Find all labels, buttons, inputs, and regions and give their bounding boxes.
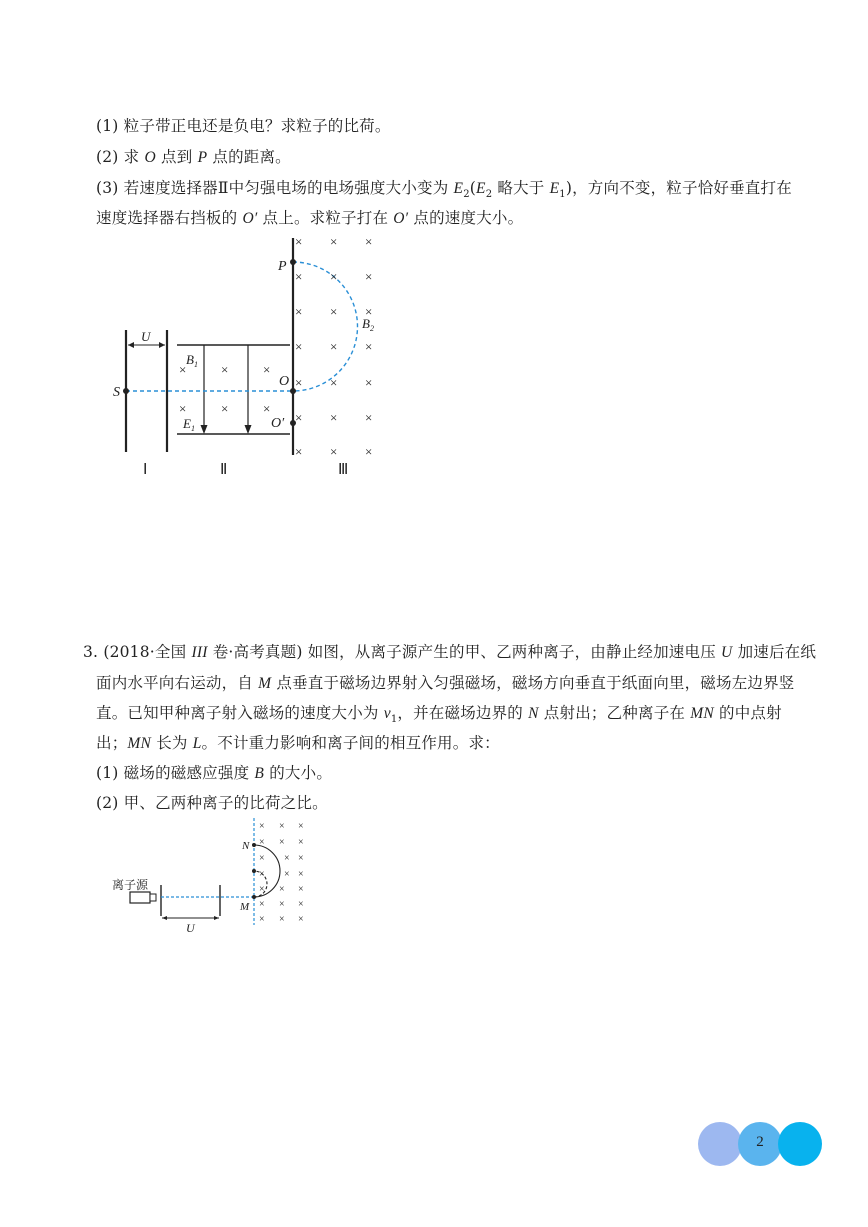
badge-circle <box>778 1122 822 1166</box>
field-mark: × <box>365 304 373 319</box>
label-U-2: U <box>186 921 195 935</box>
field-mark: × <box>330 339 338 354</box>
ion-source-label: 离子源 <box>112 878 149 892</box>
field-mark: × <box>279 821 285 832</box>
region-I-label: Ⅰ <box>143 462 148 478</box>
field-mark: × <box>298 914 304 925</box>
label-E1: $E_1$ <box>183 416 195 433</box>
field-mark: × <box>295 444 303 459</box>
field-mark: × <box>330 269 338 284</box>
field-mark: × <box>295 304 303 319</box>
field-mark: × <box>330 375 338 390</box>
q3-line1: 3. (2018·全国 III 卷·高考真题) 如图，从离子源产生的甲、乙两种离子，由静止经加速电压 U 加速后在纸 <box>83 643 817 661</box>
field-mark: × <box>295 375 303 390</box>
label-N: N <box>242 840 250 852</box>
field-mark: × <box>279 899 285 910</box>
field-mark: × <box>295 339 303 354</box>
q3-line4: 出；MN 长为 L。不计重力影响和离子间的相互作用。求： <box>96 734 500 752</box>
field-mark: × <box>298 837 304 848</box>
field-mark: × <box>365 339 373 354</box>
field-mark: × <box>298 853 304 864</box>
field-mark: × <box>365 444 373 459</box>
field-mark: × <box>298 821 304 832</box>
q3-part2: (2) 甲、乙两种离子的比荷之比。 <box>96 794 328 812</box>
field-mark: × <box>259 869 265 880</box>
page-number: 2 <box>756 1134 764 1150</box>
field-mark: × <box>279 914 285 925</box>
label-P: P <box>278 259 287 274</box>
field-mark: × <box>259 899 265 910</box>
field-mark: × <box>259 884 265 895</box>
field-mark: × <box>284 869 290 880</box>
label-O-prime: O′ <box>271 416 285 431</box>
badge-circle <box>698 1122 742 1166</box>
label-S: S <box>113 385 120 400</box>
figure-velocity-selector <box>100 228 400 488</box>
region-III-label: Ⅲ <box>338 462 349 478</box>
field-mark: × <box>295 269 303 284</box>
field-mark: × <box>298 884 304 895</box>
q3-part1: (1) 磁场的磁感应强度 B 的大小。 <box>96 764 333 782</box>
field-mark: × <box>179 401 187 416</box>
field-mark: × <box>284 853 290 864</box>
field-mark: × <box>365 269 373 284</box>
field-mark: × <box>259 837 265 848</box>
field-mark: × <box>330 234 338 249</box>
q2-part2: (2) 求 O 点到 P 点的距离。 <box>96 148 291 166</box>
field-mark: × <box>298 899 304 910</box>
field-mark: × <box>259 853 265 864</box>
field-mark: × <box>365 375 373 390</box>
q3-line3: 直。已知甲种离子射入磁场的速度大小为 $v_1$，并在磁场边界的 N 点射出；乙种离子在 MN 的中点射 <box>96 704 782 726</box>
field-mark: × <box>279 837 285 848</box>
field-mark: × <box>259 914 265 925</box>
field-mark: × <box>221 362 229 377</box>
page-number-badge <box>698 1122 822 1168</box>
field-mark: × <box>295 410 303 425</box>
figure-ion-source <box>108 815 318 937</box>
field-mark: × <box>179 362 187 377</box>
label-U: U <box>141 329 151 344</box>
field-mark: × <box>263 362 271 377</box>
field-mark: × <box>295 234 303 249</box>
field-mark: × <box>365 234 373 249</box>
field-mark: × <box>221 401 229 416</box>
label-B1: $B_1$ <box>186 352 198 369</box>
field-mark: × <box>365 410 373 425</box>
label-M: M <box>240 901 250 913</box>
region-II-label: Ⅱ <box>220 462 228 478</box>
q2-part1: (1) 粒子带正电还是负电？求粒子的比荷。 <box>96 117 391 135</box>
label-O: O <box>279 374 290 389</box>
field-mark: × <box>330 444 338 459</box>
field-mark: × <box>279 884 285 895</box>
field-mark: × <box>330 410 338 425</box>
field-mark: × <box>259 821 265 832</box>
field-mark: × <box>298 869 304 880</box>
label-B2: $B_2$ <box>362 316 374 333</box>
q2-part3-line1: (3) 若速度选择器Ⅱ中匀强电场的电场强度大小变为 $E_2(E_2$ 略大于 $E_1$)，方向不变，粒子恰好垂直打在 <box>96 179 792 201</box>
field-mark: × <box>330 304 338 319</box>
q2-part3-line2: 速度选择器右挡板的 O′ 点上。求粒子打在 O′ 点的速度大小。 <box>96 209 524 227</box>
field-mark: × <box>263 401 271 416</box>
q3-line2: 面内水平向右运动，自 M 点垂直于磁场边界射入匀强磁场，磁场方向垂直于纸面向里，磁场左边界竖 <box>96 674 795 692</box>
